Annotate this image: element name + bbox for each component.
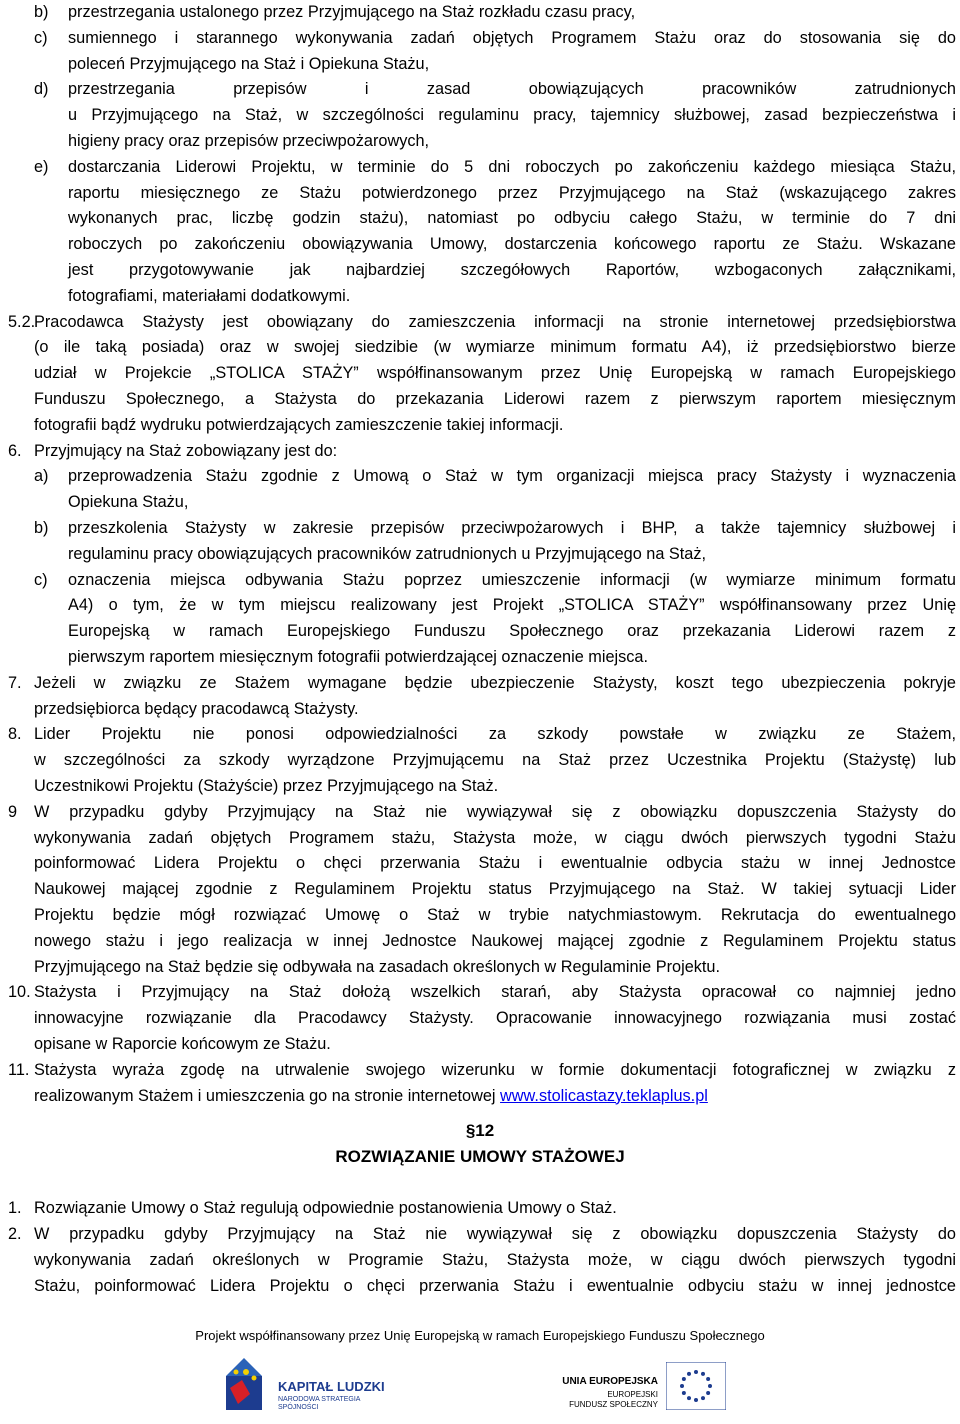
eu-logo-line2: EUROPEJSKI: [607, 1390, 658, 1399]
list-item-label: 8.: [8, 725, 22, 744]
kapital-ludzki-title: KAPITAŁ LUDZKI: [278, 1379, 385, 1394]
eu-logo-line1: UNIA EUROPEJSKA: [562, 1376, 658, 1387]
link-prefix-text: realizowanym Stażem i umieszczenia go na stronie internetowej: [34, 1086, 501, 1105]
paragraph-line: wykonywania zadań określonych w Programie Stażu, Stażysta może, w ciągu dwóch pierwszych tygodni: [34, 1251, 956, 1269]
paragraph-line: Opiekuna Stażu,: [68, 493, 189, 512]
paragraph-line: (o ile taką posiada) oraz w swojej siedzibie (w wymiarze minimum formatu A4), iż przedsiębiorstwo bierze: [34, 338, 956, 357]
list-item-label: b): [34, 519, 49, 537]
paragraph-line: jest przygotowywanie jak najbardziej szczegółowych Raportów, wzbogaconych załącznikami,: [68, 261, 956, 279]
paragraph-line: innowacyjne rozwiązanie dla Pracodawcy Stażysty. Opracowanie innowacyjnego rozwiązania musi zostać: [34, 1009, 956, 1028]
paragraph-line: wykonanych prac, liczbę godzin stażu), natomiast po odbyciu całego Stażu, w terminie do 7 dni: [68, 209, 956, 228]
paragraph-line: przedsiębiorca będący pracodawcą Stażysty.: [34, 699, 359, 718]
list-item-label: 6.: [8, 441, 22, 460]
paragraph-line: przestrzegania przepisów i zasad obowiązujących pracowników zatrudnionych: [68, 80, 956, 99]
paragraph-line: fotografii bądź wydruku potwierdzających zamieszczenie takiej informacji.: [34, 415, 564, 434]
list-item-label: 5.2.: [8, 312, 36, 331]
list-item-label: c): [34, 570, 48, 589]
paragraph-line: poinformować Lidera Projektu o chęci przerwania Stażu i ewentualnie odbycia stażu w innej Jednostce: [34, 854, 956, 873]
paragraph-line: Stażysta i Przyjmujący na Staż dołożą wszelkich starań, aby Stażysta opracował co najmniej jedno: [34, 983, 956, 1002]
eu-logo: [560, 1348, 730, 1414]
website-link[interactable]: www.stolicastazy.teklaplus.pl: [500, 1086, 708, 1105]
eu-star-icon: [701, 1372, 705, 1376]
list-item-label: 10.: [8, 983, 31, 1002]
paragraph-line: Jeżeli w związku ze Stażem wymagane będzie ubezpieczenie Stażysty, koszt tego ubezpieczenia pokryje: [34, 673, 956, 692]
eu-star-icon: [694, 1370, 698, 1374]
paragraph-line: przeprowadzenia Stażu zgodnie z Umową o Staż w tym organizacji miejsca pracy Stażysty i wyznaczenia: [68, 467, 956, 486]
paragraph-line: higieny pracy oraz przepisów przeciwpożarowych,: [68, 132, 430, 150]
list-item-label: a): [34, 467, 49, 486]
paragraph-line: Europejską w ramach Europejskiego Funduszu Społecznego oraz przekazania Liderowi razem z: [68, 622, 956, 641]
eu-star-icon: [706, 1391, 710, 1395]
paragraph-line: w szczególności za szkody wyrządzone Przyjmującemu na Staż przez Uczestnika Projektu (Stażystę) lub: [34, 751, 956, 770]
kapital-ludzki-logo: [220, 1350, 400, 1414]
eu-star-icon: [687, 1396, 691, 1400]
paragraph-line: sumiennego i starannego wykonywania zadań objętych Programem Stażu oraz do stosowania się do: [68, 28, 956, 47]
paragraph-line: Uczestnikowi Projektu (Stażyście) przez Przyjmującego na Staż.: [34, 777, 499, 795]
paragraph-line: Projektu będzie mógł rozwiązać Umowę o Staż w trybie natychmiastowym. Rekrutacja do ewentualnego: [34, 906, 956, 924]
paragraph-line: Pracodawca Stażysty jest obowiązany do zamieszczenia informacji na stronie internetowej przedsiębiorstwa: [34, 312, 956, 331]
paragraph-line: Lider Projektu nie ponosi odpowiedzialności za szkody powstałe w związku ze Stażem,: [34, 725, 956, 744]
eu-star-icon: [701, 1396, 705, 1400]
paragraph-line: opisane w Raporcie końcowym ze Stażu.: [34, 1035, 331, 1053]
eu-star-icon: [682, 1391, 686, 1395]
paragraph-line: oznaczenia miejsca odbywania Stażu poprzez umieszczenie informacji (w wymiarze minimum formatu: [68, 570, 956, 589]
list-item-label: e): [34, 157, 49, 176]
paragraph-line: Stażu, poinformować Lidera Projektu o chęci przerwania Stażu i ewentualnie odbyciu stażu w innej jednostce: [34, 1277, 956, 1295]
section-number: §12: [465, 1121, 495, 1140]
paragraph-line: W przypadku gdyby Przyjmujący na Staż nie wywiązywał się z obowiązku dopuszczenia Stażysty do: [34, 1225, 956, 1243]
paragraph-line: A4) o tym, że w tym miejscu realizowany jest Projekt „STOLICA STAŻY” współfinansowany przez Unię: [68, 596, 956, 615]
eu-star-icon: [687, 1372, 691, 1376]
eu-star-icon: [682, 1377, 686, 1381]
paragraph-line: Stażysta wyraża zgodę na utrwalenie swojego wizerunku w formie dokumentacji fotograficznej w związku z: [34, 1060, 956, 1079]
paragraph-line: Rozwiązanie Umowy o Staż regulują odpowiednie postanowienia Umowy o Staż.: [34, 1199, 617, 1217]
paragraph-line: Przyjmujący na Staż zobowiązany jest do:: [34, 441, 338, 460]
paragraph-line: udział w Projekcie „STOLICA STAŻY” współfinansowanym przez Unię Europejską w ramach Europejskiego: [34, 364, 956, 383]
footer-text: Projekt współfinansowany przez Unię Europejską w ramach Europejskiego Funduszu Społecznego: [195, 1328, 765, 1343]
list-item-label: c): [34, 28, 48, 47]
list-item-label: 2.: [8, 1225, 22, 1243]
paragraph-line: Naukowej mającej zgodnie z Regulaminem Projektu status Przyjmującego na Staż. W takiej sytuacji Lider: [34, 880, 956, 899]
paragraph-line: przeszkolenia Stażysty w zakresie przepisów przeciwpożarowych i BHP, a także tajemnicy służbowej i: [68, 519, 956, 537]
eu-star-icon: [680, 1384, 684, 1388]
list-item-label: 11.: [8, 1060, 30, 1079]
paragraph-line: roboczych po zakończeniu obowiązywania Umowy, dostarczenia końcowego raportu ze Stażu. Wskazane: [68, 235, 956, 254]
paragraph-line: wykonywania zadań objętych Programem stażu, Stażysta może, w ciągu dwóch pierwszych tygodni Stażu: [34, 828, 956, 847]
eu-flag-icon: [666, 1362, 726, 1410]
paragraph-line: pierwszym raportem miesięcznym fotografii potwierdzającej oznaczenie miejsca.: [68, 648, 649, 666]
paragraph-line: dostarczania Liderowi Projektu, w terminie do 5 dni roboczych po zakończeniu każdego miesiąca Stażu,: [68, 157, 956, 176]
paragraph-line: fotografiami, materiałami dodatkowymi.: [68, 286, 351, 305]
paragraph-line: Funduszu Społecznego, a Stażysta do przekazania Liderowi razem z pierwszym raportem miesięcznym: [34, 390, 956, 408]
section-title: ROZWIĄZANIE UMOWY STAŻOWEJ: [335, 1147, 625, 1166]
paragraph-line: W przypadku gdyby Przyjmujący na Staż nie wywiązywał się z obowiązku dopuszczenia Stażysty do: [34, 802, 956, 821]
kapital-ludzki-subtitle: NARODOWA STRATEGIA SPÓJNOŚCI: [278, 1396, 361, 1411]
paragraph-line: nowego stażu i jego realizacja w innej Jednostce Naukowej mającej zgodnie z Regulaminem Projektu status: [34, 931, 956, 950]
paragraph-line: [34, 1086, 708, 1106]
list-item-label: d): [34, 80, 49, 99]
eu-logo-line3: FUNDUSZ SPOŁECZNY: [569, 1400, 658, 1409]
paragraph-line: Przyjmującego na Staż będzie się odbywała na zasadach określonych w Regulaminie Projektu.: [34, 957, 720, 976]
list-item-label: b): [34, 3, 49, 21]
paragraph-line: u Przyjmującego na Staż, w szczególności regulaminu pracy, tajemnicy służbowej, zasad bezpieczeństwa i: [68, 106, 956, 125]
paragraph-line: raportu miesięcznego ze Stażu potwierdzonego przez Przyjmującego na Staż (wskazującego zakres: [68, 183, 956, 202]
paragraph-line: regulaminu pracy obowiązujących pracowników zatrudnionych u Przyjmującego na Staż,: [68, 544, 707, 563]
paragraph-line: przestrzegania ustalonego przez Przyjmującego na Staż rozkładu czasu pracy,: [68, 3, 636, 21]
list-item-label: 1.: [8, 1199, 22, 1217]
eu-star-icon: [708, 1384, 712, 1388]
eu-star-icon: [694, 1398, 698, 1402]
eu-star-icon: [706, 1377, 710, 1381]
list-item-label: 7.: [8, 673, 22, 692]
paragraph-line: poleceń Przyjmującego na Staż i Opiekuna Stażu,: [68, 54, 430, 73]
kapital-ludzki-emblem-icon: [220, 1354, 270, 1412]
list-item-label: 9: [8, 802, 18, 821]
